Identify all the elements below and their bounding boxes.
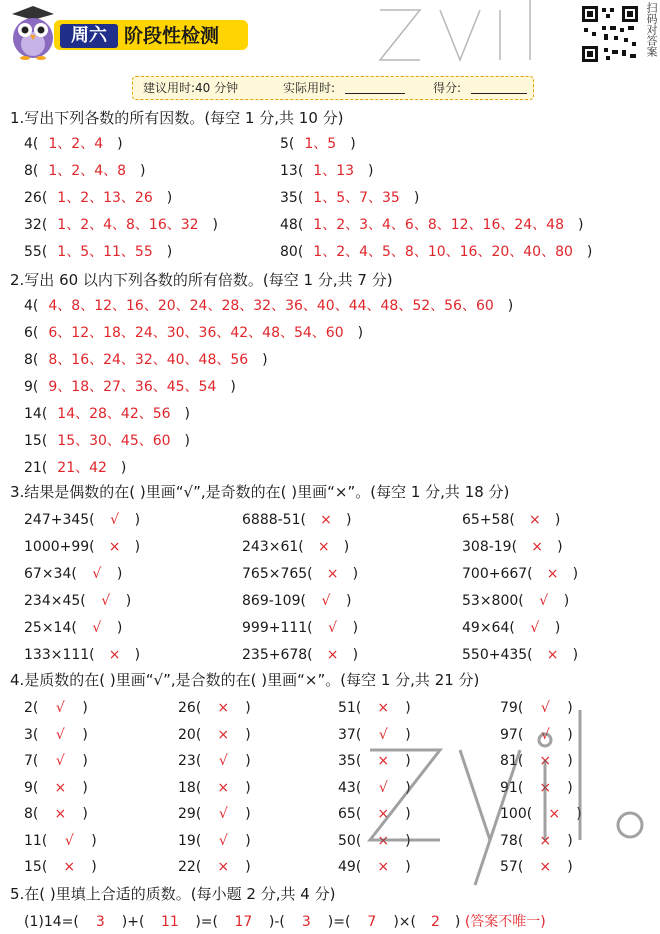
q4-mark[interactable]: √ bbox=[378, 726, 388, 743]
q3-expression: 6888-51( bbox=[242, 512, 306, 528]
q1-item bbox=[280, 215, 583, 235]
q3-item bbox=[24, 591, 131, 611]
q4-item bbox=[338, 725, 411, 745]
q3-mark[interactable]: √ bbox=[101, 593, 111, 609]
q1-number: 55( bbox=[24, 244, 48, 260]
q3-mark[interactable]: √ bbox=[530, 620, 540, 636]
q4-close: ) bbox=[567, 726, 573, 743]
q4-item bbox=[500, 831, 573, 851]
q5-sep-6: ) bbox=[454, 914, 461, 930]
q3-close: ) bbox=[125, 593, 132, 609]
q3-mark[interactable]: √ bbox=[110, 512, 120, 528]
q3-expression: 234×45( bbox=[24, 593, 86, 609]
score-field[interactable] bbox=[471, 79, 527, 94]
q4-number: 35( bbox=[338, 753, 362, 769]
q3-close: ) bbox=[116, 566, 123, 582]
q4-mark[interactable]: √ bbox=[218, 753, 228, 769]
q1-answer[interactable]: 1、2、3、4、6、8、12、16、24、48 bbox=[313, 217, 564, 233]
q4-number: 18( bbox=[178, 779, 202, 796]
q3-expression: 869-109( bbox=[242, 593, 306, 609]
q4-number: 51( bbox=[338, 700, 362, 716]
q2-item bbox=[24, 431, 190, 451]
q5-sep-3: )-( bbox=[268, 914, 285, 930]
q4-number: 20( bbox=[178, 726, 202, 743]
suggested-time: 建议用时:40 分钟 bbox=[143, 81, 239, 95]
q4-number: 37( bbox=[338, 726, 362, 743]
q4-close: ) bbox=[576, 806, 582, 822]
q3-mark[interactable]: √ bbox=[321, 593, 331, 609]
q3-expression: 1000+99( bbox=[24, 539, 95, 555]
q1-number: 4( bbox=[24, 136, 39, 152]
q1-number: 13( bbox=[280, 163, 304, 179]
q4-number: 65( bbox=[338, 806, 362, 822]
q4-number: 100( bbox=[500, 806, 533, 822]
q3-expression: 65+58( bbox=[462, 512, 515, 528]
q4-item bbox=[178, 778, 251, 798]
q4-close: ) bbox=[405, 779, 411, 796]
q4-item bbox=[24, 857, 97, 877]
q4-close: ) bbox=[405, 753, 411, 769]
q2-answer[interactable]: 9、18、27、36、45、54 bbox=[48, 379, 217, 395]
q3-mark[interactable]: × bbox=[546, 566, 559, 582]
q3-close: ) bbox=[572, 566, 579, 582]
q5-line1 bbox=[24, 912, 546, 932]
q4-mark[interactable]: × bbox=[377, 859, 390, 875]
q1-close: ) bbox=[368, 163, 374, 179]
q1-number: 5( bbox=[280, 136, 295, 152]
q3-title: 3.结果是偶数的在( )里画“√”,是奇数的在( )里画“×”。(每空 1 分,共 18 分) bbox=[10, 483, 510, 501]
q4-item bbox=[24, 804, 88, 824]
q4-mark[interactable]: × bbox=[539, 832, 552, 849]
q2-item bbox=[24, 323, 363, 343]
q2-close: ) bbox=[230, 379, 236, 395]
q2-close: ) bbox=[184, 433, 191, 449]
q3-mark[interactable]: × bbox=[528, 512, 541, 528]
q4-number: 15( bbox=[24, 859, 48, 875]
q5-note: (答案不唯一) bbox=[464, 914, 546, 930]
q3-expression: 235+678( bbox=[242, 647, 313, 663]
q3-item bbox=[462, 537, 563, 557]
q4-mark[interactable]: × bbox=[377, 700, 390, 716]
q4-close: ) bbox=[245, 806, 251, 822]
q2-number: 8( bbox=[24, 352, 39, 368]
q3-item bbox=[24, 645, 140, 665]
q4-close: ) bbox=[405, 859, 411, 875]
q4-close: ) bbox=[567, 859, 573, 875]
q3-mark[interactable]: × bbox=[531, 539, 543, 555]
q3-item bbox=[242, 618, 358, 638]
q5-answer-4[interactable]: 3 bbox=[301, 914, 311, 930]
q2-item bbox=[24, 296, 513, 316]
q3-item bbox=[24, 510, 140, 530]
q4-number: 7( bbox=[24, 753, 39, 769]
q4-item bbox=[178, 804, 251, 824]
q3-item bbox=[462, 645, 578, 665]
q3-expression: 247+345( bbox=[24, 512, 95, 528]
q4-number: 11( bbox=[24, 832, 48, 849]
q1-answer[interactable]: 1、13 bbox=[313, 163, 355, 179]
q4-mark[interactable]: √ bbox=[55, 753, 65, 769]
q4-mark[interactable]: √ bbox=[540, 700, 550, 716]
q3-expression: 308-19( bbox=[462, 539, 518, 555]
q4-number: 26( bbox=[178, 700, 202, 716]
page-title: 阶段性检测 bbox=[124, 25, 220, 47]
q4-close: ) bbox=[245, 832, 251, 849]
q4-item bbox=[24, 698, 88, 718]
q1-answer[interactable]: 1、5、7、35 bbox=[313, 190, 400, 206]
q4-close: ) bbox=[405, 806, 411, 822]
q4-item bbox=[338, 857, 411, 877]
q2-answer[interactable]: 15、30、45、60 bbox=[57, 433, 171, 449]
q3-expression: 67×34( bbox=[24, 566, 77, 582]
q3-item bbox=[242, 564, 358, 584]
q2-answer[interactable]: 6、12、18、24、30、36、42、48、54、60 bbox=[48, 325, 344, 341]
q2-item bbox=[24, 350, 268, 370]
q5-answer-6[interactable]: 2 bbox=[430, 914, 440, 930]
q1-close: ) bbox=[166, 190, 173, 206]
q3-item bbox=[242, 537, 349, 557]
q3-item bbox=[462, 510, 560, 530]
q3-expression: 550+435( bbox=[462, 647, 533, 663]
q5-answer-3[interactable]: 17 bbox=[234, 914, 253, 930]
q3-item bbox=[462, 618, 560, 638]
q4-item bbox=[338, 804, 411, 824]
q4-mark[interactable]: × bbox=[539, 859, 552, 875]
q2-answer[interactable]: 14、28、42、56 bbox=[57, 406, 171, 422]
q2-number: 4( bbox=[24, 298, 39, 314]
q1-number: 80( bbox=[280, 244, 304, 260]
q3-mark[interactable]: √ bbox=[92, 566, 102, 582]
qr-code-icon[interactable] bbox=[580, 4, 640, 64]
q5-answer-1[interactable]: 3 bbox=[95, 914, 105, 930]
q4-close: ) bbox=[91, 859, 97, 875]
q3-close: ) bbox=[554, 620, 561, 636]
q1-answer[interactable]: 1、5 bbox=[304, 136, 337, 152]
q3-close: ) bbox=[572, 647, 579, 663]
q3-expression: 243×61( bbox=[242, 539, 304, 555]
q4-mark[interactable]: × bbox=[217, 726, 230, 743]
q4-item bbox=[500, 751, 573, 771]
q1-item bbox=[280, 188, 419, 208]
q3-close: ) bbox=[554, 512, 561, 528]
q3-item bbox=[242, 645, 358, 665]
q3-item bbox=[242, 591, 351, 611]
q1-close: ) bbox=[413, 190, 420, 206]
q4-mark[interactable]: × bbox=[54, 806, 67, 822]
q4-close: ) bbox=[567, 700, 573, 716]
q2-number: 14( bbox=[24, 406, 48, 422]
q3-mark[interactable]: × bbox=[108, 539, 121, 555]
q4-mark[interactable]: × bbox=[217, 779, 230, 796]
q5-answer-2[interactable]: 11 bbox=[160, 914, 179, 930]
q4-close: ) bbox=[82, 779, 88, 796]
q1-item bbox=[24, 215, 218, 235]
q4-close: ) bbox=[245, 700, 251, 716]
q1-item bbox=[280, 242, 592, 262]
q4-item bbox=[24, 751, 88, 771]
q1-number: 35( bbox=[280, 190, 304, 206]
q4-close: ) bbox=[567, 832, 573, 849]
q4-item bbox=[500, 725, 573, 745]
q4-mark[interactable]: √ bbox=[55, 700, 65, 716]
q4-close: ) bbox=[567, 753, 573, 769]
q4-number: 9( bbox=[24, 779, 39, 796]
q4-close: ) bbox=[245, 779, 251, 796]
q2-answer[interactable]: 4、8、12、16、20、24、28、32、36、40、44、48、52、56、60 bbox=[48, 298, 494, 314]
q2-answer[interactable]: 21、42 bbox=[57, 460, 107, 476]
q4-mark[interactable]: × bbox=[539, 753, 552, 769]
q2-number: 6( bbox=[24, 325, 39, 341]
q3-mark[interactable]: √ bbox=[539, 593, 549, 609]
q5-answer-5[interactable]: 7 bbox=[367, 914, 377, 930]
q1-close: ) bbox=[350, 136, 356, 152]
q1-title: 1.写出下列各数的所有因数。(每空 1 分,共 10 分) bbox=[10, 109, 344, 127]
q3-item bbox=[462, 564, 578, 584]
q2-close: ) bbox=[184, 406, 191, 422]
q1-item bbox=[280, 134, 356, 154]
scan-label: 扫码对答案 bbox=[645, 2, 658, 57]
q2-close: ) bbox=[120, 460, 127, 476]
q5-sep-2: )=( bbox=[195, 914, 218, 930]
q4-item bbox=[24, 778, 88, 798]
q1-answer[interactable]: 1、2、13、26 bbox=[57, 190, 153, 206]
q3-close: ) bbox=[352, 566, 359, 582]
q1-answer[interactable]: 1、2、4 bbox=[48, 136, 104, 152]
q3-close: ) bbox=[352, 647, 359, 663]
q4-number: 91( bbox=[500, 779, 524, 796]
q1-item bbox=[24, 161, 145, 181]
q5-title: 5.在( )里填上合适的质数。(每小题 2 分,共 4 分) bbox=[10, 885, 336, 903]
day-tag: 周六 bbox=[60, 24, 118, 48]
q4-number: 57( bbox=[500, 859, 524, 875]
q2-number: 9( bbox=[24, 379, 39, 395]
q5-sep-1: )+( bbox=[121, 914, 145, 930]
q4-close: ) bbox=[82, 726, 88, 743]
q4-item bbox=[24, 831, 97, 851]
q4-item bbox=[338, 751, 411, 771]
time-bar bbox=[132, 76, 534, 100]
q3-close: ) bbox=[134, 647, 141, 663]
q3-expression: 25×14( bbox=[24, 620, 77, 636]
q4-number: 50( bbox=[338, 832, 362, 849]
q2-close: ) bbox=[357, 325, 364, 341]
q4-number: 49( bbox=[338, 859, 362, 875]
q4-number: 43( bbox=[338, 779, 362, 796]
q1-number: 32( bbox=[24, 217, 48, 233]
q4-mark[interactable]: × bbox=[377, 753, 390, 769]
q4-mark[interactable]: √ bbox=[64, 832, 74, 849]
q1-close: ) bbox=[212, 217, 219, 233]
q4-item bbox=[500, 857, 573, 877]
q5-sep-5: )×( bbox=[393, 914, 416, 930]
q4-item bbox=[500, 804, 582, 824]
q1-close: ) bbox=[586, 244, 593, 260]
q2-title: 2.写出 60 以内下列各数的所有倍数。(每空 1 分,共 7 分) bbox=[10, 271, 393, 289]
q3-item bbox=[24, 564, 122, 584]
q1-item bbox=[24, 188, 172, 208]
q4-number: 19( bbox=[178, 832, 202, 849]
q3-expression: 133×111( bbox=[24, 647, 95, 663]
q4-item bbox=[178, 751, 251, 771]
q4-number: 8( bbox=[24, 806, 39, 822]
q4-close: ) bbox=[82, 806, 88, 822]
q3-close: ) bbox=[116, 620, 123, 636]
q4-number: 79( bbox=[500, 700, 524, 716]
q3-close: ) bbox=[563, 593, 570, 609]
q4-item bbox=[500, 698, 573, 718]
q4-mark[interactable]: × bbox=[54, 779, 67, 796]
q4-close: ) bbox=[405, 832, 411, 849]
q3-mark[interactable]: × bbox=[320, 512, 332, 528]
q3-item bbox=[24, 618, 122, 638]
q4-mark[interactable]: × bbox=[217, 859, 230, 875]
q1-item bbox=[24, 242, 172, 262]
q3-mark[interactable]: × bbox=[317, 539, 330, 555]
q4-number: 23( bbox=[178, 753, 202, 769]
q1-number: 26( bbox=[24, 190, 48, 206]
q2-close: ) bbox=[262, 352, 268, 368]
q3-mark[interactable]: × bbox=[326, 647, 339, 663]
q4-item bbox=[178, 698, 251, 718]
q5-prefix: (1)14=( bbox=[24, 914, 79, 930]
q2-item bbox=[24, 404, 190, 424]
q4-close: ) bbox=[82, 700, 88, 716]
q1-answer[interactable]: 1、5、11、55 bbox=[57, 244, 153, 260]
q4-mark[interactable]: × bbox=[539, 779, 552, 796]
watermark-top bbox=[360, 0, 600, 70]
q4-mark[interactable]: × bbox=[377, 806, 390, 822]
q3-mark[interactable]: × bbox=[326, 566, 339, 582]
q2-close: ) bbox=[507, 298, 514, 314]
q4-close: ) bbox=[91, 832, 97, 849]
q4-mark[interactable]: × bbox=[548, 806, 561, 822]
q2-number: 15( bbox=[24, 433, 48, 449]
q4-mark[interactable]: √ bbox=[540, 726, 550, 743]
q3-expression: 765×765( bbox=[242, 566, 313, 582]
page-header bbox=[0, 0, 660, 70]
q4-number: 3( bbox=[24, 726, 39, 743]
q4-close: ) bbox=[405, 700, 411, 716]
q3-item bbox=[462, 591, 569, 611]
q3-close: ) bbox=[557, 539, 563, 555]
q3-expression: 53×800( bbox=[462, 593, 524, 609]
q4-mark[interactable]: × bbox=[377, 832, 390, 849]
q1-answer[interactable]: 1、2、4、8、16、32 bbox=[57, 217, 199, 233]
q1-item bbox=[24, 134, 123, 154]
q3-item bbox=[24, 537, 140, 557]
q1-answer[interactable]: 1、2、4、8 bbox=[48, 163, 127, 179]
q4-mark[interactable]: × bbox=[63, 859, 76, 875]
q4-number: 22( bbox=[178, 859, 202, 875]
q4-number: 97( bbox=[500, 726, 524, 743]
q4-mark[interactable]: √ bbox=[55, 726, 65, 743]
q4-item bbox=[178, 857, 251, 877]
q2-number: 21( bbox=[24, 460, 48, 476]
owl-mascot-icon bbox=[8, 4, 58, 60]
q4-item bbox=[338, 698, 411, 718]
q4-number: 2( bbox=[24, 700, 39, 716]
q1-close: ) bbox=[166, 244, 173, 260]
q4-close: ) bbox=[245, 753, 251, 769]
q3-close: ) bbox=[343, 539, 350, 555]
q2-item bbox=[24, 458, 126, 478]
q1-answer[interactable]: 1、2、4、5、8、10、16、20、40、80 bbox=[313, 244, 573, 260]
score-label: 得分: bbox=[433, 81, 462, 95]
q4-mark[interactable]: √ bbox=[218, 832, 228, 849]
q4-item bbox=[178, 725, 251, 745]
q4-number: 78( bbox=[500, 832, 524, 849]
q4-title: 4.是质数的在( )里画“√”,是合数的在( )里画“×”。(每空 1 分,共 21 分) bbox=[10, 671, 480, 689]
q4-close: ) bbox=[245, 726, 251, 743]
q3-mark[interactable]: × bbox=[108, 647, 121, 663]
q3-close: ) bbox=[134, 512, 141, 528]
q1-close: ) bbox=[140, 163, 146, 179]
q1-number: 8( bbox=[24, 163, 39, 179]
q2-answer[interactable]: 8、16、24、32、40、48、56 bbox=[48, 352, 249, 368]
q4-item bbox=[500, 778, 573, 798]
q3-expression: 999+111( bbox=[242, 620, 313, 636]
q1-close: ) bbox=[117, 136, 123, 152]
q4-mark[interactable]: √ bbox=[378, 779, 388, 796]
actual-time-label: 实际用时: bbox=[283, 81, 336, 95]
q4-close: ) bbox=[405, 726, 411, 743]
q4-number: 29( bbox=[178, 806, 202, 822]
q3-close: ) bbox=[352, 620, 359, 636]
q3-mark[interactable]: × bbox=[546, 647, 559, 663]
q4-close: ) bbox=[245, 859, 251, 875]
q4-item bbox=[338, 778, 411, 798]
q3-expression: 700+667( bbox=[462, 566, 533, 582]
q3-close: ) bbox=[134, 539, 141, 555]
q1-number: 48( bbox=[280, 217, 304, 233]
q3-close: ) bbox=[345, 593, 352, 609]
q4-mark[interactable]: × bbox=[217, 700, 230, 716]
q4-number: 81( bbox=[500, 753, 524, 769]
q4-item bbox=[178, 831, 251, 851]
q1-close: ) bbox=[577, 217, 584, 233]
q3-mark[interactable]: √ bbox=[92, 620, 102, 636]
q4-mark[interactable]: √ bbox=[218, 806, 228, 822]
actual-time-field[interactable] bbox=[345, 79, 405, 94]
q5-sep-4: )=( bbox=[327, 914, 351, 930]
q2-item bbox=[24, 377, 236, 397]
q3-item bbox=[242, 510, 351, 530]
q3-expression: 49×64( bbox=[462, 620, 515, 636]
q3-mark[interactable]: √ bbox=[328, 620, 338, 636]
q1-item bbox=[280, 161, 373, 181]
q4-close: ) bbox=[567, 779, 573, 796]
q4-item bbox=[24, 725, 88, 745]
q4-close: ) bbox=[82, 753, 88, 769]
q3-close: ) bbox=[345, 512, 352, 528]
q4-item bbox=[338, 831, 411, 851]
